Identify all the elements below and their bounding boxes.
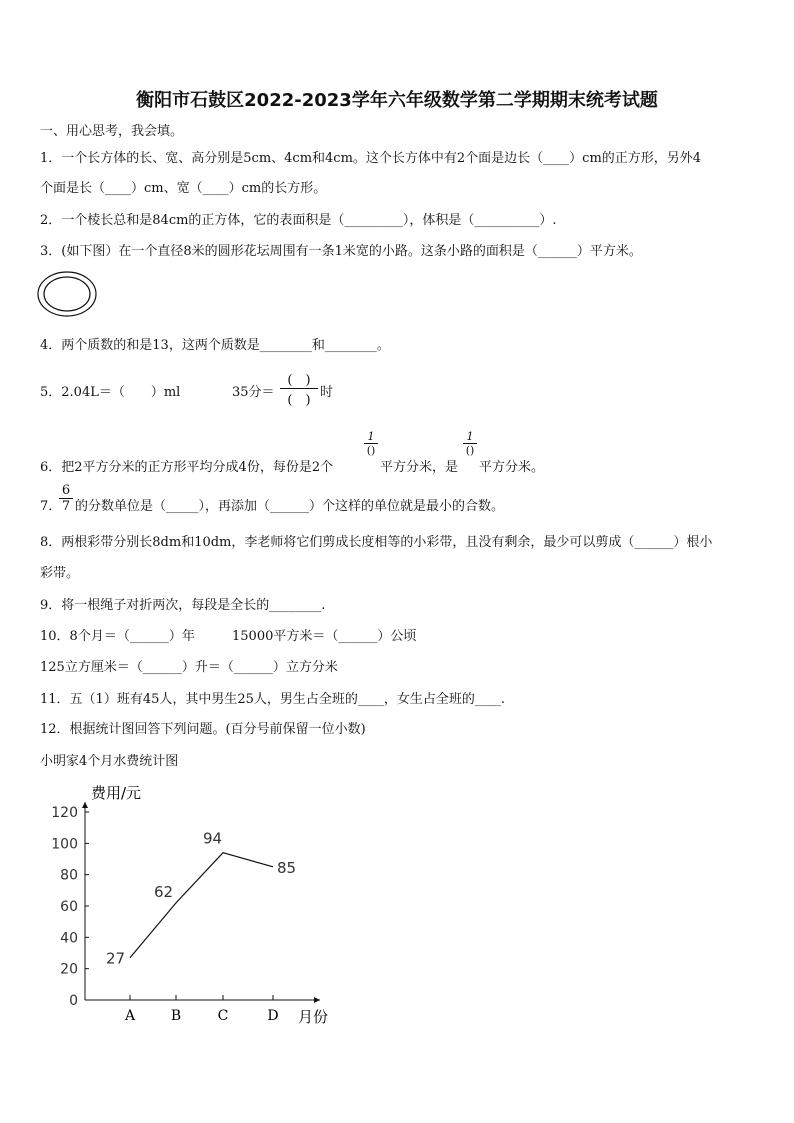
question-6-part-b: 平方分米，是	[380, 460, 459, 475]
page-title: 衡阳市石鼓区2022-2023学年六年级数学第二学期期末统考试题	[136, 90, 658, 111]
data-label: 94	[203, 829, 223, 848]
question-10-line-1a: 10．8个月＝（______）年	[40, 629, 195, 644]
question-3: 3．(如下图）在一个直径8米的圆形花坛周围有一条1米宽的小路。这条小路的面积是（______）平方米。	[40, 244, 642, 259]
x-tick-label: B	[170, 1008, 182, 1024]
y-tick-label: 60	[60, 899, 78, 915]
data-label: 62	[154, 882, 174, 901]
x-axis-label: 月份	[298, 1008, 329, 1026]
fraction-numerator: 1	[367, 430, 375, 443]
question-1-line-1: 1．一个长方体的长、宽、高分别是5cm、4cm和4cm。这个长方体中有2个面是边长（____）cm的正方形，另外4	[40, 151, 702, 166]
fraction-denominator: ( )	[280, 388, 318, 408]
question-7-label: 7．	[40, 499, 62, 514]
chart-caption: 小明家4个月水费统计图	[40, 754, 179, 769]
question-5-fraction	[280, 369, 318, 408]
question-7-fraction	[59, 483, 73, 514]
y-tick-label: 100	[51, 836, 78, 853]
fraction-numerator: 6	[61, 483, 71, 498]
question-6-fraction-1	[364, 430, 378, 457]
x-tick-label: A	[124, 1008, 136, 1024]
y-tick-label: 120	[51, 805, 78, 821]
data-label: 27	[106, 949, 126, 968]
question-5-unit: 时	[320, 385, 334, 400]
question-10-line-1b: 15000平方米＝（______）公顷	[232, 629, 417, 644]
fraction-numerator: ( )	[287, 373, 311, 388]
data-label: 85	[277, 858, 297, 877]
question-12: 12．根据统计图回答下列问题。(百分号前保留一位小数)	[40, 722, 366, 737]
question-8-line-1: 8．两根彩带分别长8dm和10dm，李老师将它们剪成长度相等的小彩带，且没有剩余，最少可以剪成（______）根小	[40, 535, 713, 550]
y-tick-label: 20	[60, 961, 78, 978]
question-6-fraction-2	[463, 430, 477, 457]
question-9: 9．将一根绳子对折两次，每段是全长的________.	[40, 598, 326, 613]
question-7-text: 的分数单位是（_____），再添加（______）个这样的单位就是最小的合数。	[75, 499, 505, 514]
y-tick-label: 0	[69, 993, 78, 1009]
fraction-denominator: ()	[463, 443, 477, 457]
fraction-denominator: 7	[59, 498, 73, 514]
y-tick-label: 80	[60, 867, 78, 884]
series-line	[130, 853, 273, 958]
question-11: 11．五（1）班有45人，其中男生25人，男生占全班的____，女生占全班的____.	[40, 692, 506, 707]
circular-flowerbed-figure	[36, 270, 98, 320]
section-heading: 一、用心思考，我会填。	[40, 124, 184, 139]
question-4: 4．两个质数的和是13，这两个质数是________和________。	[40, 338, 390, 353]
question-8-line-2: 彩带。	[40, 566, 80, 581]
x-tick-label: C	[217, 1008, 229, 1024]
question-6-part-a: 6．把2平方分米的正方形平均分成4份，每份是2个	[40, 460, 334, 475]
water-fee-line-chart	[40, 776, 360, 1036]
question-2: 2．一个棱长总和是84cm的正方体，它的表面积是（_________），体积是（__________）.	[40, 213, 557, 228]
y-axis-label: 费用/元	[91, 784, 142, 802]
question-6-part-c: 平方分米。	[479, 460, 545, 475]
x-axis-arrow	[314, 997, 320, 1003]
question-5-part-1: 5．2.04L＝（ ）ml	[40, 385, 181, 400]
fraction-numerator: 1	[466, 430, 474, 443]
y-tick-label: 40	[60, 930, 78, 947]
y-axis-arrow	[82, 802, 88, 808]
question-10-line-2: 125立方厘米＝（______）升＝（______）立方分米	[40, 660, 338, 675]
x-tick-label: D	[267, 1008, 279, 1024]
fraction-denominator: ()	[364, 443, 378, 457]
question-1-line-2: 个面是长（____）cm、宽（____）cm的长方形。	[40, 181, 327, 196]
question-5-part-2: 35分＝	[232, 385, 275, 400]
